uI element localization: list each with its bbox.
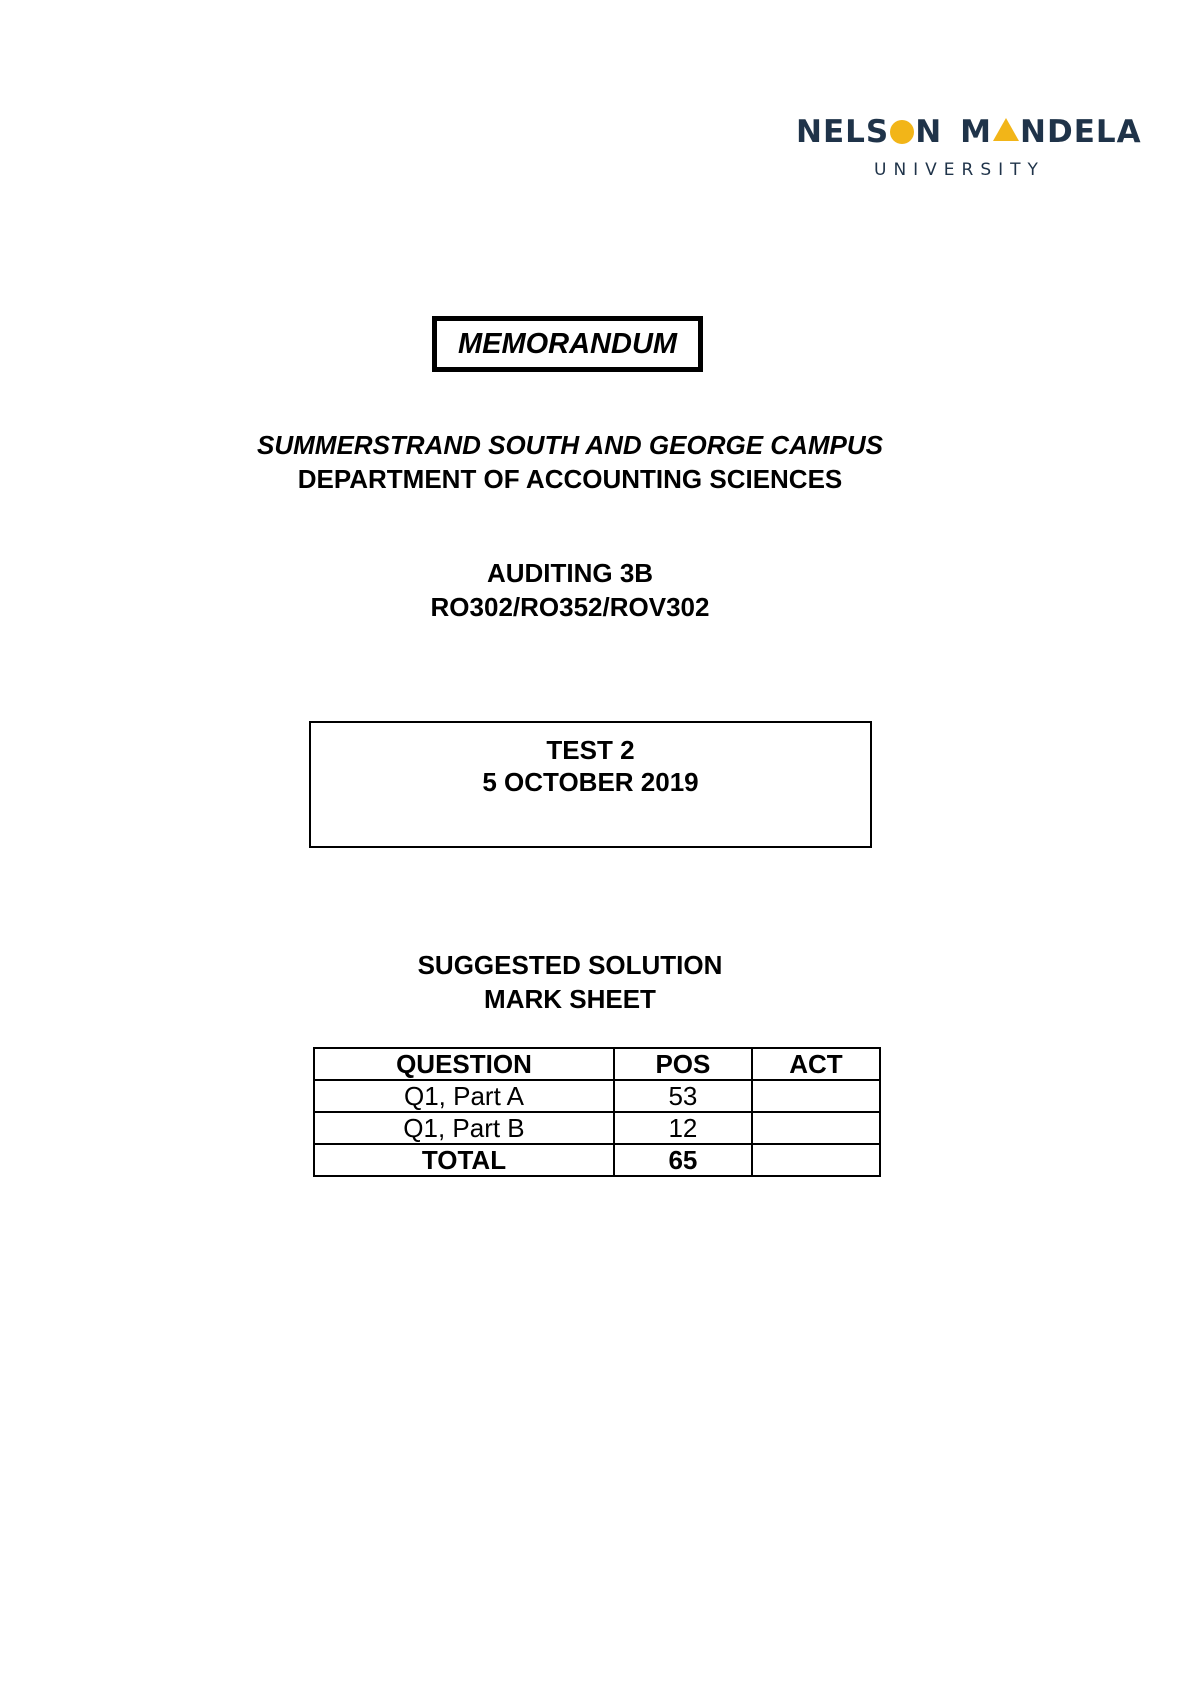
pos-cell: 53: [614, 1080, 752, 1112]
solution-title: SUGGESTED SOLUTION: [417, 950, 723, 980]
total-act: [752, 1144, 880, 1176]
logo-text-nels: NELS: [796, 114, 890, 150]
logo-subtitle: UNIVERSITY: [874, 160, 1045, 180]
table-row: [314, 1080, 880, 1112]
memorandum-title: MEMORANDUM: [432, 316, 703, 372]
header-act: ACT: [752, 1048, 880, 1080]
test-date: 5 OCTOBER 2019: [482, 767, 699, 797]
mark-sheet-title: MARK SHEET: [484, 984, 656, 1014]
subject-codes: RO302/RO352/ROV302: [430, 592, 710, 622]
table-header-row: [314, 1048, 880, 1080]
logo-text-m: M: [960, 114, 993, 150]
test-name: TEST 2: [546, 735, 635, 765]
logo-triangle-icon: [993, 118, 1019, 141]
subject-name: AUDITING 3B: [486, 558, 654, 588]
header-pos: POS: [614, 1048, 752, 1080]
question-cell: Q1, Part A: [314, 1080, 614, 1112]
logo-text-n: N: [915, 114, 943, 150]
act-cell: [752, 1112, 880, 1144]
solution-block: [0, 948, 1140, 1016]
subject-block: [0, 556, 1140, 624]
header-question: QUESTION: [314, 1048, 614, 1080]
table-total-row: [314, 1144, 880, 1176]
question-cell: Q1, Part B: [314, 1112, 614, 1144]
campus-line: SUMMERSTRAND SOUTH AND GEORGE CAMPUS: [257, 430, 883, 460]
mark-sheet-table: [313, 1047, 881, 1177]
logo-circle-icon: [890, 120, 914, 144]
act-cell: [752, 1080, 880, 1112]
university-logo: [796, 112, 1142, 192]
header-block: [0, 428, 1140, 496]
department-line: DEPARTMENT OF ACCOUNTING SCIENCES: [297, 464, 843, 494]
total-pos: 65: [614, 1144, 752, 1176]
pos-cell: 12: [614, 1112, 752, 1144]
table-row: [314, 1112, 880, 1144]
logo-wordmark: [796, 112, 1142, 152]
total-label: TOTAL: [314, 1144, 614, 1176]
test-info-box: [309, 721, 872, 848]
logo-text-ndela: NDELA: [1020, 114, 1142, 150]
